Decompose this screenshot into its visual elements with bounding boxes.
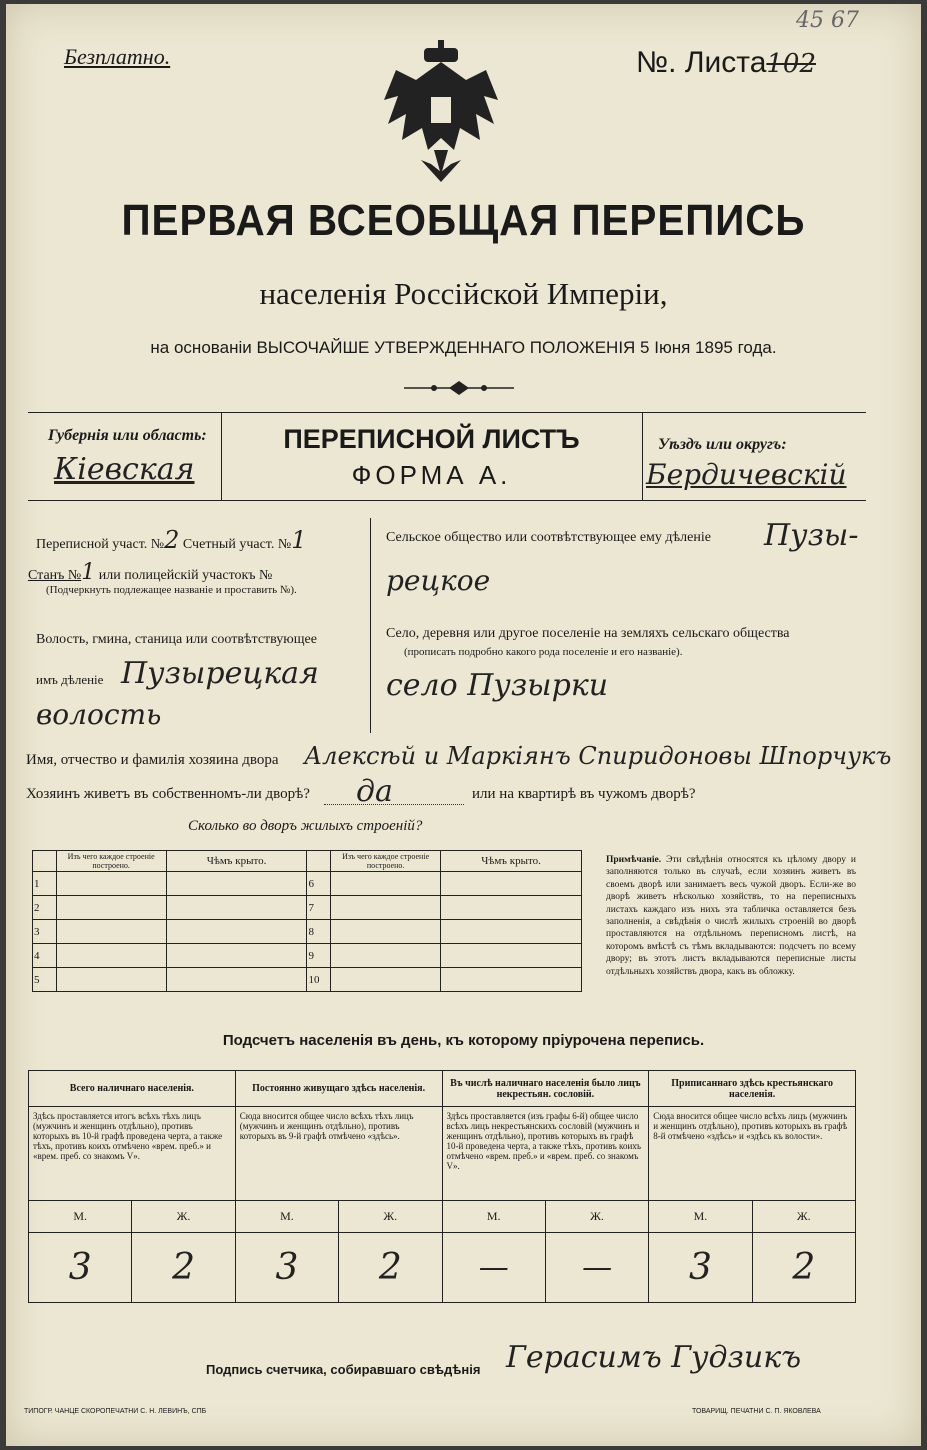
volost-label-2: имъ дѣленіе <box>36 672 104 687</box>
village-value: село Пузырки <box>386 668 609 703</box>
province-value: Кіевская <box>54 452 195 487</box>
census-sheet <box>6 4 921 1446</box>
pop-col-2-header: Постоянно живущаго здѣсь населенія. <box>235 1071 442 1107</box>
pop-col-1-header: Всего наличнаго населенія. <box>29 1071 236 1107</box>
district-value: Бердичевскій <box>646 458 847 491</box>
sheet-number-value: 102 <box>766 49 817 79</box>
note-block <box>606 854 856 978</box>
buildings-table <box>32 850 582 992</box>
form-title: ПЕРЕПИСНОЙ ЛИСТЪ <box>283 424 580 454</box>
village-hint: (прописать подробно какого рода поселеніе и его названіе). <box>404 646 683 658</box>
pop-col-4-desc: Сюда вносится общее число всѣхъ лицъ (мужчинъ и женщинъ отдѣльно), противъ которыхъ въ графѣ 8-й отмѣчено «здѣсь» и «здѣсь къ волости». <box>649 1107 856 1201</box>
pop-col-3-desc: Здѣсь проставляется (изъ графы 6-й) общее число всѣхъ лицъ некрестьянскихъ сословій (мужчинъ и женщинъ отдѣльно), противъ которыхъ въ графѣ 10-й проведена черта, а также тѣхъ, противъ коихъ отмѣчено «врем. преб.» и «врем. преб. со знакомъ V». <box>442 1107 649 1201</box>
table-row <box>33 944 582 968</box>
census-district-value: 2 <box>164 526 180 554</box>
society-value: Пузы- <box>764 518 859 553</box>
pop-col-1-desc: Здѣсь проставляется итогъ всѣхъ тѣхъ лицъ (мужчинъ и женщинъ отдѣльно), противъ которыхъ въ 10-й графѣ проведена черта, а также тѣхъ, противъ коихъ отмѣчено «врем. преб.» и «врем. преб. со знакомъ V». <box>29 1107 236 1201</box>
f-label: Ж. <box>752 1201 855 1233</box>
pop-col-3-header: Въ числѣ наличнаго населенія было лицъ некрестьян. сословій. <box>442 1071 649 1107</box>
m-label: М. <box>235 1201 338 1233</box>
table-row <box>33 968 582 992</box>
police-label: или полицейскій участокъ № <box>98 568 273 583</box>
f-label: Ж. <box>545 1201 648 1233</box>
form-header-bottom-rule <box>28 500 866 501</box>
basis-line: на основаніи ВЫСОЧАЙШЕ УТВЕРЖДЕННАГО ПОЛОЖЕНІЯ 5 Іюня 1895 года. <box>150 338 777 357</box>
main-title: ПЕРВАЯ ВСЕОБЩАЯ ПЕРЕПИСЬ <box>121 196 806 245</box>
pop-col-2-f: 2 <box>339 1233 442 1303</box>
f-label: Ж. <box>132 1201 235 1233</box>
village-label: Село, деревня или другое поселеніе на земляхъ сельскаго общества <box>386 626 790 641</box>
table-row <box>33 920 582 944</box>
row-num: 10 <box>307 968 331 992</box>
f-label: Ж. <box>339 1201 442 1233</box>
row-num: 5 <box>33 968 57 992</box>
province-label: Губернія или область: <box>48 427 207 444</box>
volost-value: Пузырецкая <box>121 656 319 691</box>
table-row <box>33 872 582 896</box>
m-label: М. <box>29 1201 132 1233</box>
col-material-left: Изъ чего каждое строеніе построено. <box>56 851 166 872</box>
pop-col-4-f: 2 <box>752 1233 855 1303</box>
signature-label: Подпись счетчика, собиравшаго свѣдѣнія <box>206 1362 481 1377</box>
col-material-right: Изъ чего каждое строеніе построено. <box>331 851 441 872</box>
stan-field <box>28 560 272 585</box>
census-district-label: Переписной участ. № <box>36 537 165 552</box>
row-num: 6 <box>307 872 331 896</box>
ornament-divider <box>399 378 519 398</box>
subtitle: населенія Россійской Имперіи, <box>259 276 668 311</box>
form-type: ФОРМА А. <box>351 460 512 490</box>
own-yard-value: да <box>356 774 393 809</box>
owner-name-label: Имя, отчество и фамилія хозяина двора <box>26 752 279 768</box>
form-top-rule <box>28 412 866 413</box>
rented-label: или на квартирѣ въ чужомъ дворѣ? <box>472 786 696 802</box>
district-label: Уѣздъ или округъ: <box>658 436 787 453</box>
row-num: 8 <box>307 920 331 944</box>
row-num: 3 <box>33 920 57 944</box>
pop-col-3-m: — <box>442 1233 545 1303</box>
sheet-number-text: №. Листа <box>636 46 767 79</box>
corner-marks: 45 67 <box>796 8 859 33</box>
m-label: М. <box>442 1201 545 1233</box>
col-roof-left: Чѣмъ крыто. <box>166 851 307 872</box>
imperial-eagle-emblem <box>376 40 506 190</box>
stan-hint: (Подчеркнуть подлежащее названіе и проставить №). <box>46 584 297 596</box>
census-district-field <box>36 526 307 554</box>
free-label: Безплатно. <box>64 44 171 69</box>
pop-col-4-header: Приписаннаго здѣсь крестьянскаго населенія. <box>649 1071 856 1107</box>
note-label: Примѣчаніе. <box>606 855 662 865</box>
row-num: 9 <box>307 944 331 968</box>
col-roof-right: Чѣмъ крыто. <box>441 851 582 872</box>
m-label: М. <box>649 1201 752 1233</box>
pop-col-2-desc: Сюда вносится общее число всѣхъ тѣхъ лицъ (мужчинъ и женщинъ отдѣльно), противъ которыхъ въ 9-й графѣ отмѣчено «здѣсь». <box>235 1107 442 1201</box>
row-num: 7 <box>307 896 331 920</box>
society-value-2: рецкое <box>386 564 491 597</box>
signature-value: Герасимъ Гудзикъ <box>506 1340 802 1375</box>
pop-col-1-f: 2 <box>132 1233 235 1303</box>
note-text: Эти свѣдѣнія относятся къ цѣлому двору и заполняются только въ случаѣ, если хозяинъ живетъ въ своемъ дворѣ или занимаетъ весь чужой дворъ. Если-же во дворѣ живетъ нѣсколько хозяйствъ, то на переписныхъ листахъ каждаго изъ нихъ эта табличка оставляется безъ заполненія, а свѣдѣнія о числѣ жилыхъ строеній во дворѣ проставляются на отдѣльномъ переписномъ листѣ, на которомъ вмѣстѣ съ тѣмъ вкладываются: подсчетъ по всему двору; въ этотъ листъ вкладываются переписные листы отдѣльныхъ хозяйствъ двора, какъ въ обложку. <box>606 855 857 977</box>
society-label: Сельское общество или соотвѣтствующее ему дѣленіе <box>386 530 711 545</box>
pop-col-2-m: 3 <box>235 1233 338 1303</box>
locality-divider <box>370 518 371 733</box>
row-num: 1 <box>33 872 57 896</box>
printer-right: ТОВАРИЩ. ПЕЧАТНИ С. П. ЯКОВЛЕВА <box>692 1408 821 1415</box>
form-header-divider-right <box>642 412 643 500</box>
buildings-label: Сколько во дворъ жилыхъ строеній? <box>188 818 423 834</box>
printer-left: ТИПОГР. ЧАНЦЕ СКОРОПЕЧАТНИ С. Н. ЛЕВИНЪ, СПБ <box>24 1408 207 1415</box>
pop-col-1-m: 3 <box>29 1233 132 1303</box>
counting-district-label: Счетный участ. № <box>182 537 292 552</box>
pop-col-4-m: 3 <box>649 1233 752 1303</box>
pop-col-3-f: — <box>545 1233 648 1303</box>
row-num: 2 <box>33 896 57 920</box>
stan-label: Станъ № <box>28 568 82 583</box>
table-row <box>33 896 582 920</box>
counting-district-value: 1 <box>291 526 307 554</box>
own-yard-label: Хозяинъ живетъ въ собственномъ-ли дворѣ? <box>26 786 310 802</box>
volost-value-2: волость <box>36 698 162 731</box>
owner-name-value: Алексѣй и Маркіянъ Спиридоновы Шпорчукъ <box>304 742 892 770</box>
own-yard-dotline <box>324 804 464 805</box>
sheet-number-label <box>636 46 816 80</box>
stan-value: 1 <box>81 560 96 585</box>
population-title: Подсчетъ населенія въ день, къ которому пріурочена перепись. <box>222 1032 705 1049</box>
volost-label: Волость, гмина, станица или соотвѣтствующее <box>36 632 317 647</box>
population-table <box>28 1070 856 1303</box>
row-num: 4 <box>33 944 57 968</box>
